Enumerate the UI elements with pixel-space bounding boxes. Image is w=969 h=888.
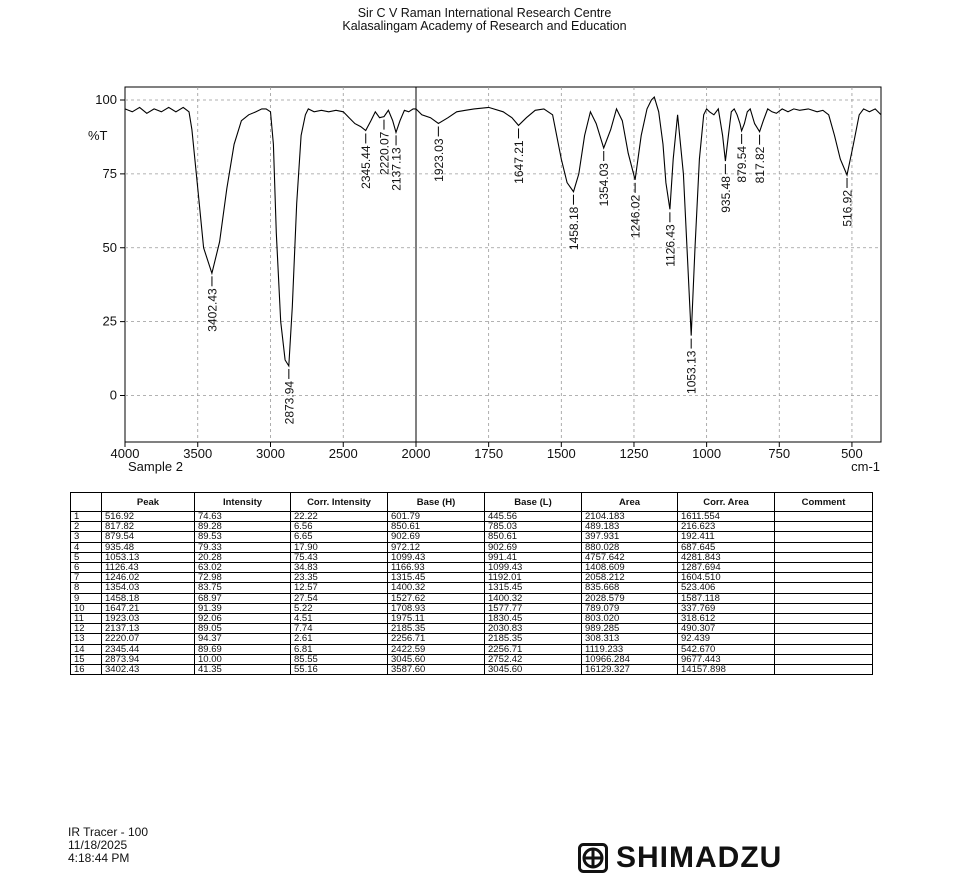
table-row (71, 512, 873, 522)
peak-label (567, 195, 581, 250)
table-cell: 22.22 (291, 512, 388, 522)
column-header (71, 493, 102, 512)
table-cell (775, 573, 873, 583)
table-header-row (71, 493, 873, 512)
table-cell (775, 512, 873, 522)
table-cell: 902.69 (388, 532, 485, 542)
report-time: 4:18:44 PM (68, 851, 130, 865)
table-cell: 1923.03 (102, 614, 195, 624)
table-cell: 880.028 (582, 542, 678, 552)
peak-labels (205, 120, 854, 425)
table-cell: 1458.18 (102, 593, 195, 603)
table-cell (775, 522, 873, 532)
x-unit-label: cm-1 (851, 459, 880, 474)
row-index: 5 (71, 552, 102, 562)
table-cell: 1577.77 (485, 603, 582, 613)
table-cell: 3587.60 (388, 665, 485, 675)
table-row (71, 563, 873, 573)
table-cell: 1611.554 (678, 512, 775, 522)
table-row (71, 583, 873, 593)
row-index: 16 (71, 665, 102, 675)
column-header: Peak (102, 493, 195, 512)
table-cell: 817.82 (102, 522, 195, 532)
table-cell: 14157.898 (678, 665, 775, 675)
table-cell: 41.35 (195, 665, 291, 675)
shimadzu-cross-circle-icon (578, 843, 608, 873)
y-axis-label: %T (88, 128, 108, 143)
table-cell: 6.56 (291, 522, 388, 532)
peak-label-text: 2345.44 (359, 145, 374, 189)
table-cell: 1053.13 (102, 552, 195, 562)
table-cell: 2256.71 (485, 644, 582, 654)
table-cell: 4281.843 (678, 552, 775, 562)
x-tick-label: 750 (768, 446, 791, 461)
table-cell: 1604.510 (678, 573, 775, 583)
x-tick-label: 2500 (328, 446, 358, 461)
table-cell: 2752.42 (485, 654, 582, 664)
x-tick-label: 500 (841, 446, 863, 461)
table-cell: 2873.94 (102, 654, 195, 664)
row-index: 15 (71, 654, 102, 664)
table-cell: 89.69 (195, 644, 291, 654)
peak-label (390, 135, 404, 190)
y-tick-label: 50 (102, 239, 117, 255)
table-cell: 489.183 (582, 522, 678, 532)
table-cell: 2104.183 (582, 512, 678, 522)
table-cell: 2028.579 (582, 593, 678, 603)
table-cell (775, 624, 873, 634)
table-cell: 92.439 (678, 634, 775, 644)
table-row (71, 644, 873, 654)
table-cell: 803.020 (582, 614, 678, 624)
table-cell: 23.35 (291, 573, 388, 583)
table-row (71, 532, 873, 542)
table-cell: 79.33 (195, 542, 291, 552)
peak-label (753, 135, 767, 184)
table-row (71, 624, 873, 634)
table-cell: 4757.642 (582, 552, 678, 562)
peak-label (629, 183, 643, 238)
table-cell: 318.612 (678, 614, 775, 624)
table-cell: 192.411 (678, 532, 775, 542)
table-cell: 2185.35 (485, 634, 582, 644)
table-cell: 5.22 (291, 603, 388, 613)
peak-label (205, 276, 219, 331)
table-cell: 879.54 (102, 532, 195, 542)
table-row (71, 573, 873, 583)
peak-label (735, 134, 749, 183)
table-cell: 2.61 (291, 634, 388, 644)
peak-label (282, 369, 296, 424)
column-header: Area (582, 493, 678, 512)
table-cell: 1287.694 (678, 563, 775, 573)
peak-label (432, 126, 446, 181)
peak-label-text: 817.82 (753, 146, 768, 184)
table-cell: 92.06 (195, 614, 291, 624)
table-cell: 850.61 (485, 532, 582, 542)
institution-name: Sir C V Raman International Research Centre (357, 6, 612, 20)
y-tick-label: 75 (102, 165, 117, 181)
table-row (71, 593, 873, 603)
x-tick-label: 1000 (692, 446, 722, 461)
table-cell: 34.83 (291, 563, 388, 573)
table-cell: 2030.83 (485, 624, 582, 634)
table-row (71, 665, 873, 675)
table-cell: 74.63 (195, 512, 291, 522)
peak-label (685, 339, 699, 394)
peak-label-text: 3402.43 (205, 288, 220, 332)
row-index: 6 (71, 563, 102, 573)
table-cell: 2422.59 (388, 644, 485, 654)
table-cell (775, 644, 873, 654)
table-cell: 10.00 (195, 654, 291, 664)
table-row (71, 654, 873, 664)
table-cell: 1527.62 (388, 593, 485, 603)
column-header: Base (H) (388, 493, 485, 512)
peak-label-text: 1647.21 (512, 140, 527, 184)
table-cell: 83.75 (195, 583, 291, 593)
table-cell: 1408.609 (582, 563, 678, 573)
table-cell: 1119.233 (582, 644, 678, 654)
table-cell (775, 563, 873, 573)
table-cell: 89.53 (195, 532, 291, 542)
spectrum-line (125, 97, 881, 366)
table-cell: 12.57 (291, 583, 388, 593)
column-header: Comment (775, 493, 873, 512)
table-cell: 63.02 (195, 563, 291, 573)
table-cell: 1975.11 (388, 614, 485, 624)
x-tick-label: 1500 (546, 446, 576, 461)
peak-label-text: 1923.03 (431, 138, 446, 182)
table-cell: 17.90 (291, 542, 388, 552)
table-cell: 85.55 (291, 654, 388, 664)
table-cell: 55.16 (291, 665, 388, 675)
row-index: 1 (71, 512, 102, 522)
table-cell: 850.61 (388, 522, 485, 532)
table-cell (775, 665, 873, 675)
table-cell: 4.51 (291, 614, 388, 624)
row-index: 8 (71, 583, 102, 593)
table-cell: 445.56 (485, 512, 582, 522)
table-cell (775, 532, 873, 542)
table-cell: 1400.32 (388, 583, 485, 593)
academy-name: Kalasalingam Academy of Research and Education (342, 19, 627, 33)
column-header: Intensity (195, 493, 291, 512)
y-tick-label: 0 (109, 387, 117, 403)
row-index: 7 (71, 573, 102, 583)
table-cell: 972.12 (388, 542, 485, 552)
table-cell (775, 603, 873, 613)
table-cell: 1315.45 (388, 573, 485, 583)
table-cell (775, 552, 873, 562)
table-cell: 27.54 (291, 593, 388, 603)
table-row (71, 603, 873, 613)
table-cell: 3045.60 (485, 665, 582, 675)
table-cell: 2220.07 (102, 634, 195, 644)
table-cell: 20.28 (195, 552, 291, 562)
table-cell: 2185.35 (388, 624, 485, 634)
table-cell (775, 583, 873, 593)
row-index: 10 (71, 603, 102, 613)
table-cell: 989.285 (582, 624, 678, 634)
table-cell: 1587.118 (678, 593, 775, 603)
report-date: 11/18/2025 (68, 838, 128, 852)
table-body (71, 512, 873, 675)
peak-label (663, 212, 677, 266)
peak-label-text: 2873.94 (282, 380, 297, 425)
table-row (71, 634, 873, 644)
table-cell: 789.079 (582, 603, 678, 613)
table-cell: 1354.03 (102, 583, 195, 593)
x-tick-label: 1250 (619, 446, 649, 461)
table-cell: 1315.45 (485, 583, 582, 593)
table-cell: 601.79 (388, 512, 485, 522)
table-cell: 9677.443 (678, 654, 775, 664)
table-cell: 10966.284 (582, 654, 678, 664)
grid (125, 87, 881, 442)
peak-label-text: 516.92 (840, 189, 855, 227)
table-cell: 337.769 (678, 603, 775, 613)
table-cell: 89.05 (195, 624, 291, 634)
peak-label-text: 1246.02 (628, 194, 643, 239)
x-axis (111, 442, 863, 461)
peak-label-text: 1354.03 (597, 163, 612, 207)
table-cell: 523.406 (678, 583, 775, 593)
table-row (71, 552, 873, 562)
table-cell: 1647.21 (102, 603, 195, 613)
table-cell (775, 634, 873, 644)
peak-label-text: 879.54 (735, 145, 750, 183)
table-cell: 1166.93 (388, 563, 485, 573)
table-cell: 2256.71 (388, 634, 485, 644)
table-cell: 516.92 (102, 512, 195, 522)
row-index: 14 (71, 644, 102, 654)
peak-label (719, 164, 733, 213)
table-cell: 216.623 (678, 522, 775, 532)
table-cell: 1246.02 (102, 573, 195, 583)
table-cell (775, 654, 873, 664)
table-cell: 6.65 (291, 532, 388, 542)
table-cell (775, 542, 873, 552)
peak-label-text: 1053.13 (684, 350, 699, 394)
peak-label-text: 935.48 (718, 176, 733, 213)
table-cell: 3045.60 (388, 654, 485, 664)
table-cell: 1708.93 (388, 603, 485, 613)
table-cell: 1400.32 (485, 593, 582, 603)
table-cell: 16129.327 (582, 665, 678, 675)
table-cell: 1192.01 (485, 573, 582, 583)
peak-table (70, 492, 873, 675)
peak-label-text: 2137.13 (389, 147, 404, 191)
table-cell: 68.97 (195, 593, 291, 603)
peak-label-text: 1126.43 (663, 224, 678, 267)
x-tick-label: 3500 (183, 446, 213, 461)
table-cell: 935.48 (102, 542, 195, 552)
table-cell: 1099.43 (388, 552, 485, 562)
table-cell: 1126.43 (102, 563, 195, 573)
column-header: Corr. Intensity (291, 493, 388, 512)
peak-label (512, 128, 526, 183)
table-cell: 94.37 (195, 634, 291, 644)
table-cell: 2058.212 (582, 573, 678, 583)
column-header: Base (L) (485, 493, 582, 512)
x-tick-label: 3000 (256, 446, 285, 461)
table-row (71, 522, 873, 532)
peak-label-text: 1458.18 (566, 206, 581, 251)
column-header: Corr. Area (678, 493, 775, 512)
row-index: 3 (71, 532, 102, 542)
brand-name: SHIMADZU (616, 841, 783, 874)
y-tick-label: 25 (102, 313, 117, 329)
row-index: 11 (71, 614, 102, 624)
table-cell: 89.28 (195, 522, 291, 532)
y-tick-label: 100 (95, 92, 117, 107)
table-cell: 91.39 (195, 603, 291, 613)
table-cell: 75.43 (291, 552, 388, 562)
peak-label-text: 2220.07 (377, 131, 392, 176)
table-cell: 1830.45 (485, 614, 582, 624)
table-cell: 835.668 (582, 583, 678, 593)
row-index: 12 (71, 624, 102, 634)
table-cell: 687.645 (678, 542, 775, 552)
plot-frame (125, 87, 881, 442)
table-cell: 308.313 (582, 634, 678, 644)
table-cell: 542.670 (678, 644, 775, 654)
table-cell: 490.307 (678, 624, 775, 634)
table-cell: 902.69 (485, 542, 582, 552)
row-index: 4 (71, 542, 102, 552)
table-cell (775, 593, 873, 603)
x-tick-label: 2000 (401, 446, 431, 461)
table-cell: 397.931 (582, 532, 678, 542)
table-cell (775, 614, 873, 624)
row-index: 13 (71, 634, 102, 644)
table-cell: 2137.13 (102, 624, 195, 634)
table-cell: 2345.44 (102, 644, 195, 654)
table-cell: 72.98 (195, 573, 291, 583)
table-cell: 7.74 (291, 624, 388, 634)
row-index: 2 (71, 522, 102, 532)
x-tick-label: 1750 (474, 446, 504, 461)
instrument-name: IR Tracer - 100 (68, 825, 149, 839)
shimadzu-logo (578, 843, 782, 873)
table-cell: 785.03 (485, 522, 582, 532)
row-index: 9 (71, 593, 102, 603)
peak-label (841, 178, 855, 227)
table-cell: 991.41 (485, 552, 582, 562)
table-cell: 1099.43 (485, 563, 582, 573)
table-row (71, 614, 873, 624)
peak-label (597, 151, 611, 206)
peak-label (359, 133, 373, 188)
x-tick-label: 4000 (110, 446, 140, 461)
sample-label: Sample 2 (128, 459, 183, 474)
table-cell: 6.81 (291, 644, 388, 654)
table-row (71, 542, 873, 552)
table-cell: 3402.43 (102, 665, 195, 675)
